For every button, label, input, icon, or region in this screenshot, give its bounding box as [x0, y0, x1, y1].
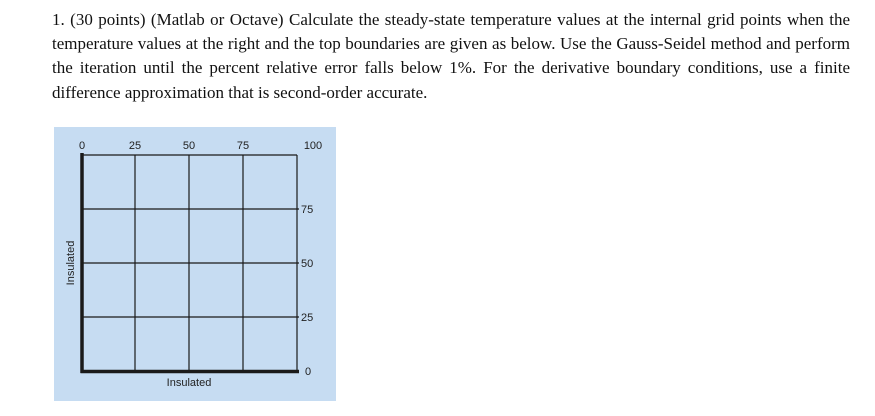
top-label-75: 75	[236, 140, 250, 152]
right-label-0: 0	[305, 366, 312, 378]
top-label-0: 0	[78, 140, 86, 152]
bottom-insulated-label: Insulated	[166, 377, 212, 389]
figure-background	[54, 127, 336, 401]
grid-diagram	[54, 127, 336, 401]
right-label-50: 50	[301, 258, 314, 270]
right-label-25: 25	[301, 312, 314, 324]
top-label-50: 50	[182, 140, 196, 152]
left-insulated-label: Insulated	[65, 240, 77, 286]
right-label-75: 75	[301, 204, 314, 216]
top-label-25: 25	[128, 140, 142, 152]
problem-statement: 1. (30 points) (Matlab or Octave) Calculate the steady-state temperature values at the internal grid points when the temperature values at the right and the top boundaries are given as below. Use the Gauss-Seidel method and perform the iteration until the percent relative error falls below 1%. For the derivative boundary conditions, use a finite difference approximation that is second-order accurate.	[52, 10, 850, 102]
grid-figure	[54, 127, 336, 401]
top-label-100: 100	[303, 140, 323, 152]
